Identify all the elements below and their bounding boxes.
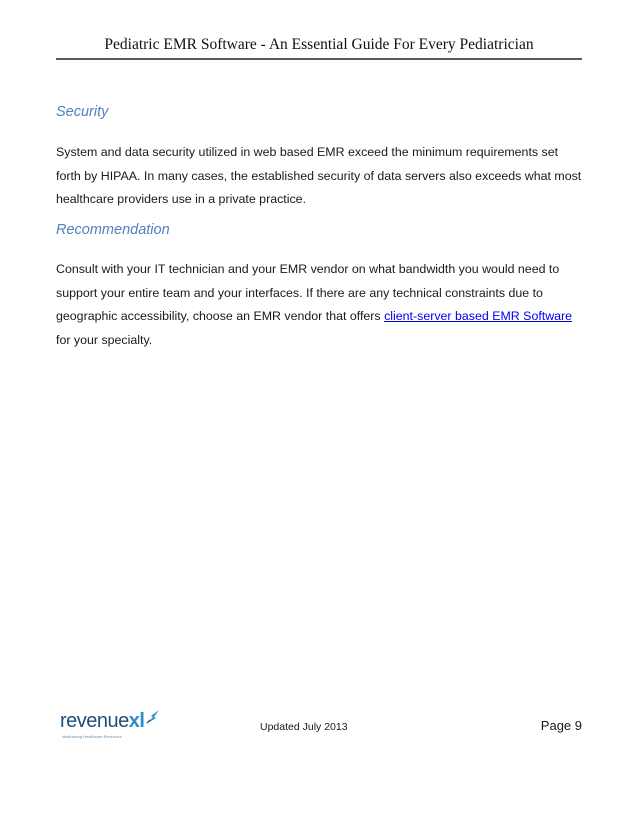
recommendation-text-start: Consult with your IT technician and your EMR vendor on what bandwidth you would need to support your entire team and your interfaces. If there are any technical constraints due to geographic accessibility, choose an EMR vendor that offers (56, 262, 560, 324)
footer-page-number: Page 9 (540, 718, 582, 733)
page-header-title: Pediatric EMR Software - An Essential Guide For Every Pediatrician (104, 36, 534, 53)
logo-tagline: Maximizing Healthcare Revenues (62, 734, 122, 739)
section-body-recommendation (56, 258, 584, 353)
logo-word-accent: xl (128, 710, 145, 732)
footer-updated-date: Updated July 2013 (260, 721, 348, 733)
logo-word-main: revenue (60, 710, 129, 732)
section-heading-security: Security (56, 104, 109, 120)
section-heading-recommendation: Recommendation (56, 222, 170, 238)
section-body-security: System and data security utilized in web based EMR exceed the minimum requirements set forth by HIPAA. In many cases, the established security of data servers also exceeds what most healthcare providers use in a private practice. (56, 145, 582, 207)
logo-wordmark (60, 710, 144, 733)
header-divider (56, 58, 582, 60)
revenuexl-logo (60, 710, 170, 744)
spark-icon (144, 708, 162, 726)
recommendation-text-end: for your specialty. (56, 333, 153, 348)
emr-software-link[interactable]: client-server based EMR Software (384, 309, 573, 324)
